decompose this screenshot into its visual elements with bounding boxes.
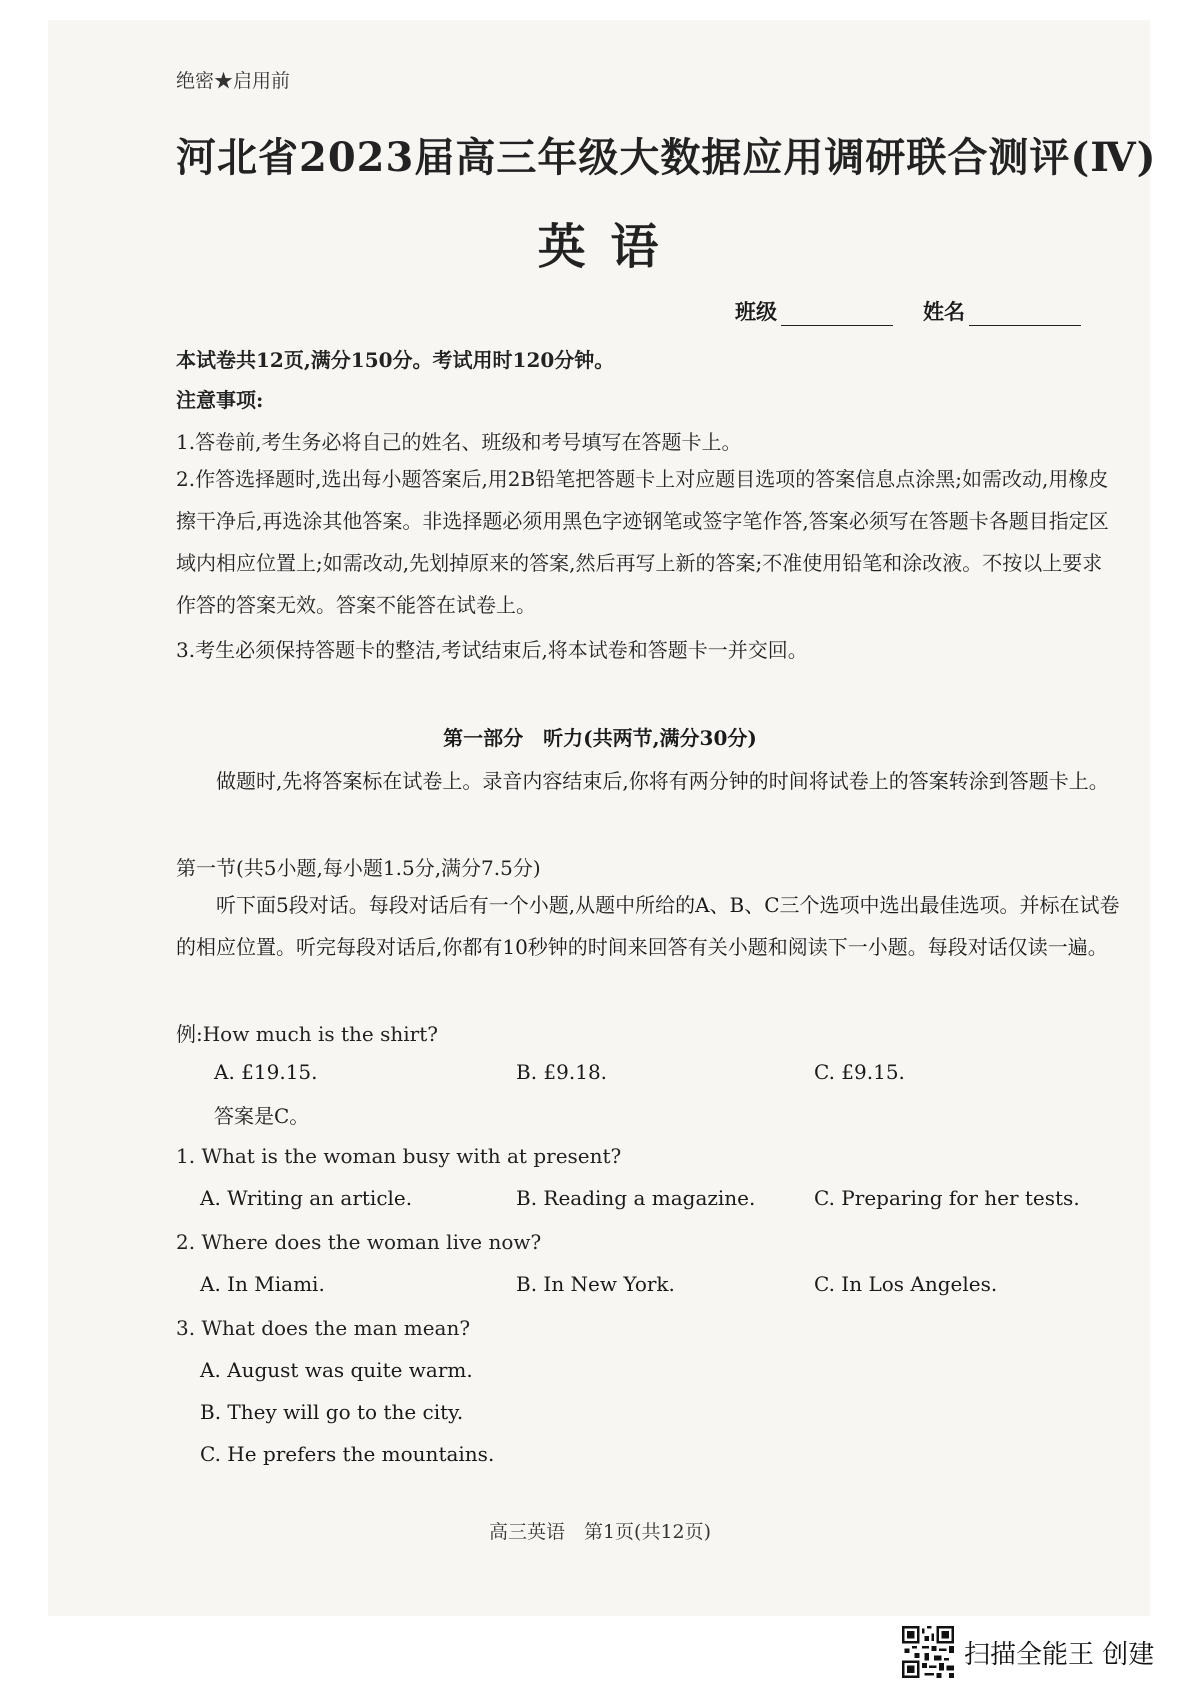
q2-option-a: A. In Miami. [200,1272,325,1296]
note-2: 2.作答选择题时,选出每小题答案后,用2B铅笔把答题卡上对应题目选项的答案信息点涂黑;如需改动,用橡皮擦干净后,再选涂其他答案。非选择题必须用黑色字迹钢笔或签字笔作答,答案必须写在答题卡各题目指定区域内相应位置上;如需改动,先划掉原来的答案,然后再写上新的答案;不准使用铅笔和涂改液。不按以上要求作答的答案无效。答案不能答在试卷上。 [176,467,1109,617]
question-3: 3. What does the man mean? [176,1316,471,1340]
subject-title: 英 语 [537,219,663,275]
class-blank[interactable] [781,301,893,326]
section1-instruction: 听下面5段对话。每段对话后有一个小题,从题中所给的A、B、C三个选项中选出最佳选项。并标在试卷的相应位置。听完每段对话后,你都有10秒钟的时间来回答有关小题和阅读下一小题。每段对话仅读一遍。 [176,893,1120,959]
example-option-c: C. £9.15. [814,1060,905,1084]
q1-option-b: B. Reading a magazine. [516,1186,756,1210]
q3-option-b: B. They will go to the city. [200,1400,464,1424]
exam-title: 河北省2023届高三年级大数据应用调研联合测评(Ⅳ) [176,134,1157,181]
note-3: 3.考生必须保持答题卡的整洁,考试结束后,将本试卷和答题卡一并交回。 [176,638,808,662]
q3-option-a: A. August was quite warm. [200,1358,473,1382]
name-blank[interactable] [969,301,1081,326]
scanner-brand-text: 扫描全能王 创建 [964,1639,1155,1670]
example-answer: 答案是C。 [214,1104,310,1128]
page-footer: 高三英语 第1页(共12页) [488,1521,712,1543]
q1-option-c: C. Preparing for her tests. [814,1186,1080,1210]
note-1: 1.答卷前,考生务必将自己的姓名、班级和考号填写在答题卡上。 [176,430,742,454]
part1-title: 第一部分 听力(共两节,满分30分) [443,726,757,750]
question-2: 2. Where does the woman live now? [176,1230,542,1254]
q2-option-b: B. In New York. [516,1272,675,1296]
notes-heading: 注意事项: [176,388,264,412]
q2-option-c: C. In Los Angeles. [814,1272,998,1296]
part1-instruction: 做题时,先将答案标在试卷上。录音内容结束后,你将有两分钟的时间将试卷上的答案转涂到答题卡上。 [216,769,1109,793]
student-info-row [735,296,1081,326]
example-question: 例:How much is the shirt? [176,1022,438,1046]
section1-title: 第一节(共5小题,每小题1.5分,满分7.5分) [176,856,541,880]
example-option-b: B. £9.18. [516,1060,608,1084]
q3-option-c: C. He prefers the mountains. [200,1442,495,1466]
q1-option-a: A. Writing an article. [200,1186,413,1210]
scanner-watermark [902,1626,1154,1678]
name-label: 姓名 [923,299,965,324]
example-option-a: A. £19.15. [214,1060,318,1084]
class-label: 班级 [735,299,777,324]
secret-mark: 绝密★启用前 [176,70,291,92]
question-1: 1. What is the woman busy with at present? [176,1144,622,1168]
exam-summary: 本试卷共12页,满分150分。考试用时120分钟。 [176,348,615,372]
qr-code-icon [902,1626,954,1678]
